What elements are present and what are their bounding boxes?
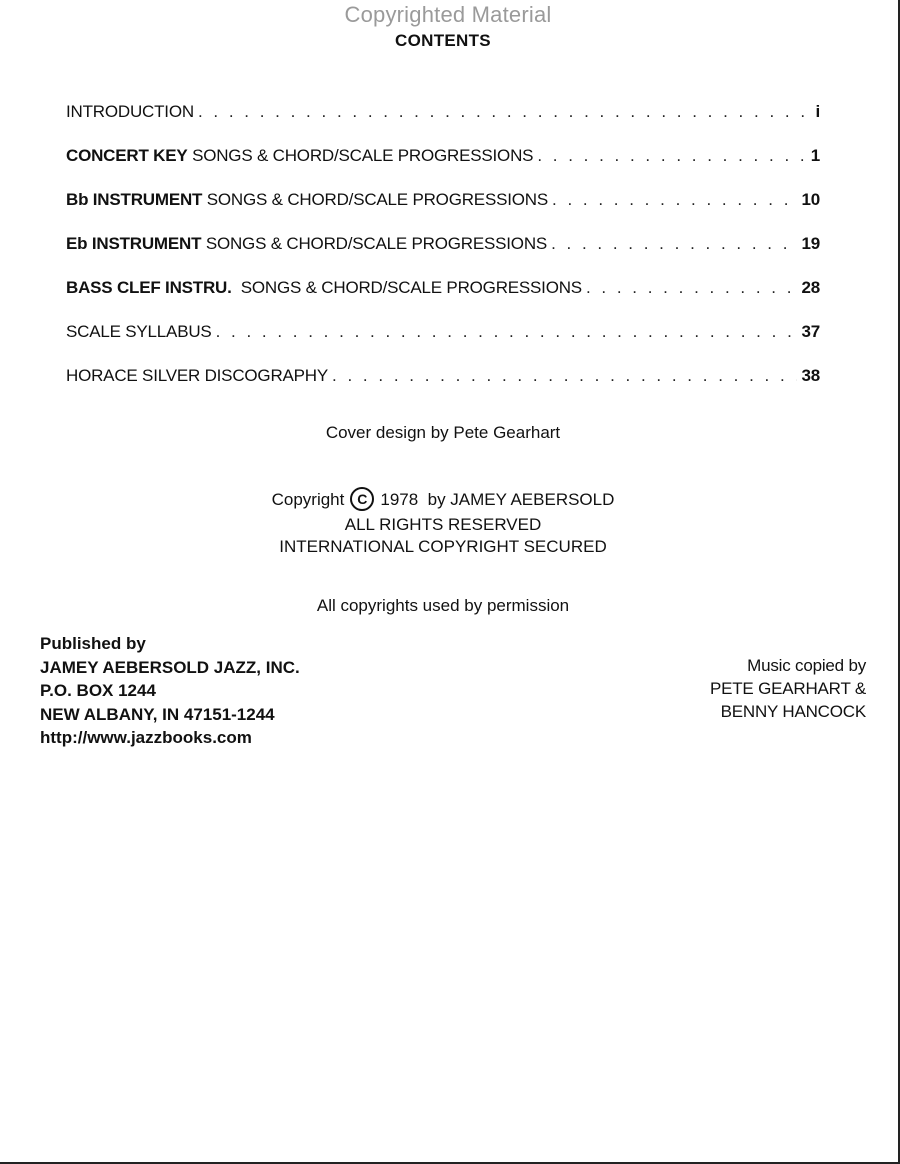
toc-page-number: i: [815, 102, 820, 121]
copier-name-2: BENNY HANCOCK: [720, 702, 866, 721]
table-of-contents: [66, 90, 820, 398]
copyright-line-2: ALL RIGHTS RESERVED: [344, 515, 542, 534]
toc-leader: [586, 278, 798, 298]
toc-label: Bb INSTRUMENT SONGS & CHORD/SCALE PROGRESSIONS: [66, 190, 548, 209]
toc-label: Eb INSTRUMENT SONGS & CHORD/SCALE PROGRESSIONS: [66, 234, 548, 253]
copier-line: Music copied by: [747, 656, 866, 675]
copyright-notice: [0, 487, 886, 558]
publisher-line: Published by: [40, 634, 146, 653]
copyright-line-1: Copyright C 1978 by JAMEY AEBERSOLD: [0, 487, 886, 514]
toc-page-number: 28: [801, 278, 820, 297]
toc-leader: [537, 146, 806, 166]
toc-page-number: 19: [801, 234, 820, 253]
toc-leader: [332, 366, 797, 386]
watermark: Copyrighted Material: [344, 2, 552, 27]
toc-label: BASS CLEF INSTRU. SONGS & CHORD/SCALE PROGRESSIONS: [66, 278, 582, 297]
toc-leader: [552, 190, 797, 210]
publisher-website-link[interactable]: http://www.jazzbooks.com: [40, 728, 252, 747]
copier-name-1: PETE GEARHART &: [709, 679, 866, 698]
cover-design-credit: Cover design by Pete Gearhart: [325, 423, 561, 442]
toc-page-number: 37: [801, 322, 820, 341]
toc-leader: [216, 322, 798, 342]
toc-leader: [198, 102, 812, 122]
music-copyist-credit: [710, 654, 866, 723]
publisher-city: NEW ALBANY, IN 47151-1244: [40, 704, 275, 724]
page-title: CONTENTS: [395, 31, 491, 50]
toc-row-scale-syllabus: [66, 310, 820, 354]
toc-page-number: 1: [810, 146, 820, 165]
toc-row-bb-instrument: [66, 178, 820, 222]
toc-label: INTRODUCTION: [66, 102, 194, 121]
permissions-note: All copyrights used by permission: [316, 596, 570, 615]
toc-label: SCALE SYLLABUS: [66, 322, 212, 341]
publisher-po-box: P.O. BOX 1244: [40, 681, 156, 700]
copyright-symbol-icon: C: [350, 487, 374, 511]
toc-row-discography: [66, 354, 820, 398]
toc-leader: [551, 234, 797, 254]
publisher-name: JAMEY AEBERSOLD JAZZ, INC.: [40, 657, 300, 677]
toc-label: HORACE SILVER DISCOGRAPHY: [66, 366, 329, 385]
publisher-block: [40, 632, 300, 750]
copyright-line-3: INTERNATIONAL COPYRIGHT SECURED: [279, 537, 607, 556]
toc-row-concert-key: [66, 134, 820, 178]
toc-page-number: 10: [801, 190, 820, 209]
toc-page-number: 38: [801, 366, 820, 385]
toc-label: CONCERT KEY SONGS & CHORD/SCALE PROGRESSIONS: [66, 146, 534, 165]
toc-row-eb-instrument: [66, 222, 820, 266]
toc-row-introduction: [66, 90, 820, 134]
toc-row-bass-clef: [66, 266, 820, 310]
